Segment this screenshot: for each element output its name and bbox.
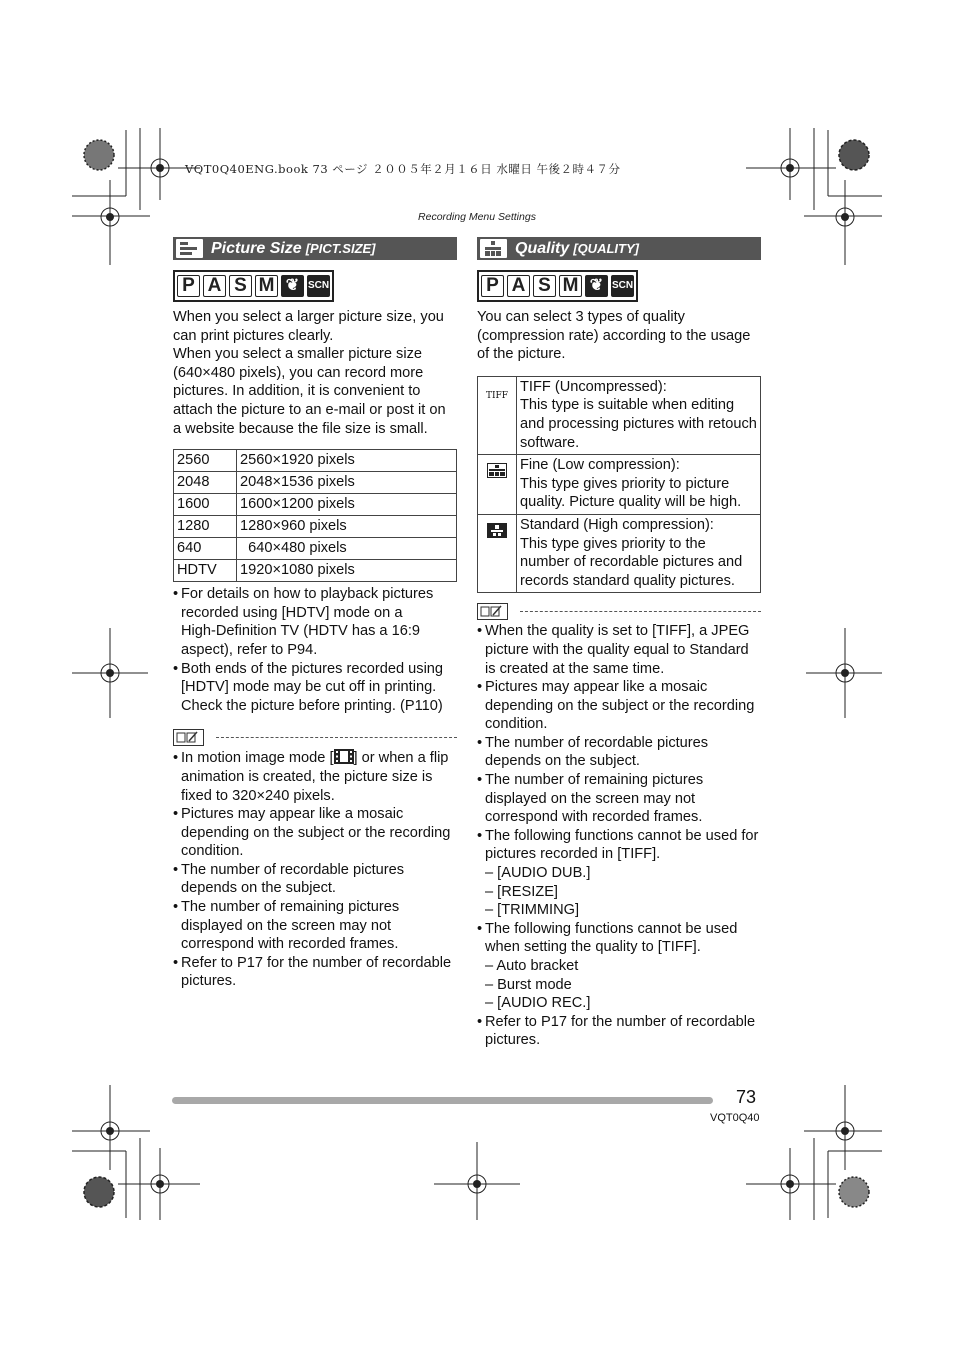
- list-item: • The number of remaining pictures displayed on the screen may not correspond with recorded frames.: [173, 898, 457, 954]
- table-row: HDTV 1920×1080 pixels: [174, 560, 457, 582]
- mode-icons: [173, 270, 334, 302]
- list-item: • Refer to P17 for the number of recordable pictures.: [477, 1013, 761, 1050]
- list-item: • In motion image mode [ ] or when a flip animation is created, the picture size is fixed to 320×240 pixels.: [173, 749, 457, 805]
- mode-a-icon: A: [203, 275, 226, 297]
- mode-s-icon: S: [229, 275, 252, 297]
- list-item: • For details on how to playback pictures recorded using [HDTV] mode on a High-Definition TV (HDTV has a 16:9 aspect), refer to P94.: [173, 585, 457, 659]
- picture-size-bullets: [173, 585, 457, 715]
- model-code: VQT0Q40: [710, 1112, 760, 1124]
- picture-size-title: Picture Size: [211, 239, 302, 257]
- quality-title: Quality: [515, 239, 570, 257]
- note-dashes: [520, 611, 761, 612]
- list-item: • The number of recordable pictures depends on the subject.: [477, 734, 761, 771]
- running-head: Recording Menu Settings: [418, 211, 536, 223]
- motion-image-icon: [334, 749, 354, 764]
- fine-quality-icon: [478, 455, 517, 515]
- file-info: VQT0Q40ENG.book 73 ページ ２００５年２月１６日 水曜日 午後２時４７分: [185, 162, 621, 176]
- mode-p-icon: P: [481, 275, 504, 297]
- mode-macro-icon: ❦: [281, 275, 304, 297]
- note-divider: [173, 728, 457, 746]
- table-row: 1280 1280×960 pixels: [174, 516, 457, 538]
- page-number: 73: [736, 1087, 757, 1107]
- picture-size-subtitle: [PICT.SIZE]: [305, 241, 376, 256]
- picture-size-heading: [173, 237, 457, 260]
- mode-m-icon: M: [559, 275, 582, 297]
- mode-m-icon: M: [255, 275, 278, 297]
- table-row: 640 640×480 pixels: [174, 538, 457, 560]
- right-column: [477, 237, 761, 1050]
- table-row: 1600 1600×1200 pixels: [174, 494, 457, 516]
- table-row: 2048 2048×1536 pixels: [174, 472, 457, 494]
- picture-size-icon: [176, 239, 203, 258]
- tiff-icon: TIFF: [478, 376, 517, 454]
- table-row: TIFF TIFF (Uncompressed): This type is suitable when editing and processing pictures with retouch software.: [478, 376, 761, 454]
- note-icon: [477, 603, 508, 620]
- note-dashes: [216, 737, 457, 738]
- quality-heading: [477, 237, 761, 260]
- list-item: • Pictures may appear like a mosaic depending on the subject or the recording condition.: [173, 805, 457, 861]
- picture-size-intro: When you select a larger picture size, you can print pictures clearly. When you select a smaller picture size (640×480 pixels), you can record more pictures. In addition, it is convenient to attach the picture to an e-mail or post it on a website because the file size is small.: [173, 309, 446, 437]
- mode-icons: [477, 270, 638, 302]
- note-icon: [173, 729, 204, 746]
- list-item: • The number of recordable pictures depends on the subject.: [173, 861, 457, 898]
- quality-table: [477, 376, 761, 594]
- picture-size-notes: [173, 749, 457, 991]
- mode-scene-icon: SCN: [307, 275, 330, 297]
- table-row: 2560 2560×1920 pixels: [174, 450, 457, 472]
- list-item: • Pictures may appear like a mosaic depending on the subject or the recording condition.: [477, 678, 761, 734]
- quality-notes: [477, 622, 761, 1050]
- quality-icon: [480, 239, 507, 258]
- list-item: • When the quality is set to [TIFF], a JPEG picture with the quality equal to Standard is created at the same time.: [477, 622, 761, 678]
- list-item: • Both ends of the pictures recorded using [HDTV] mode may be cut off in printing. Check the picture before printing. (P110): [173, 660, 457, 716]
- list-item: • Refer to P17 for the number of recordable pictures.: [173, 954, 457, 991]
- mode-scene-icon: SCN: [611, 275, 634, 297]
- quality-subtitle: [QUALITY]: [573, 241, 639, 256]
- mode-s-icon: S: [533, 275, 556, 297]
- list-item: • The following functions cannot be used when setting the quality to [TIFF]. – Auto bracket – Burst mode – [AUDIO REC.]: [477, 920, 761, 1013]
- list-item: • The number of remaining pictures displayed on the screen may not correspond with recorded frames.: [477, 771, 761, 827]
- mode-a-icon: A: [507, 275, 530, 297]
- standard-quality-icon: [478, 514, 517, 592]
- note-divider: [477, 602, 761, 620]
- list-item: • The following functions cannot be used for pictures recorded in [TIFF]. – [AUDIO DUB.] – [RESIZE] – [TRIMMING]: [477, 827, 761, 920]
- picture-size-table: [173, 449, 457, 582]
- mode-p-icon: P: [177, 275, 200, 297]
- mode-macro-icon: ❦: [585, 275, 608, 297]
- table-row: Fine (Low compression): This type gives priority to picture quality. Picture quality will be high.: [478, 455, 761, 515]
- quality-intro: You can select 3 types of quality (compression rate) according to the usage of the picture.: [477, 309, 751, 363]
- left-column: [173, 237, 457, 991]
- table-row: Standard (High compression): This type gives priority to the number of recordable pictures and records standard quality pictures.: [478, 514, 761, 592]
- footer-bar: [172, 1097, 713, 1104]
